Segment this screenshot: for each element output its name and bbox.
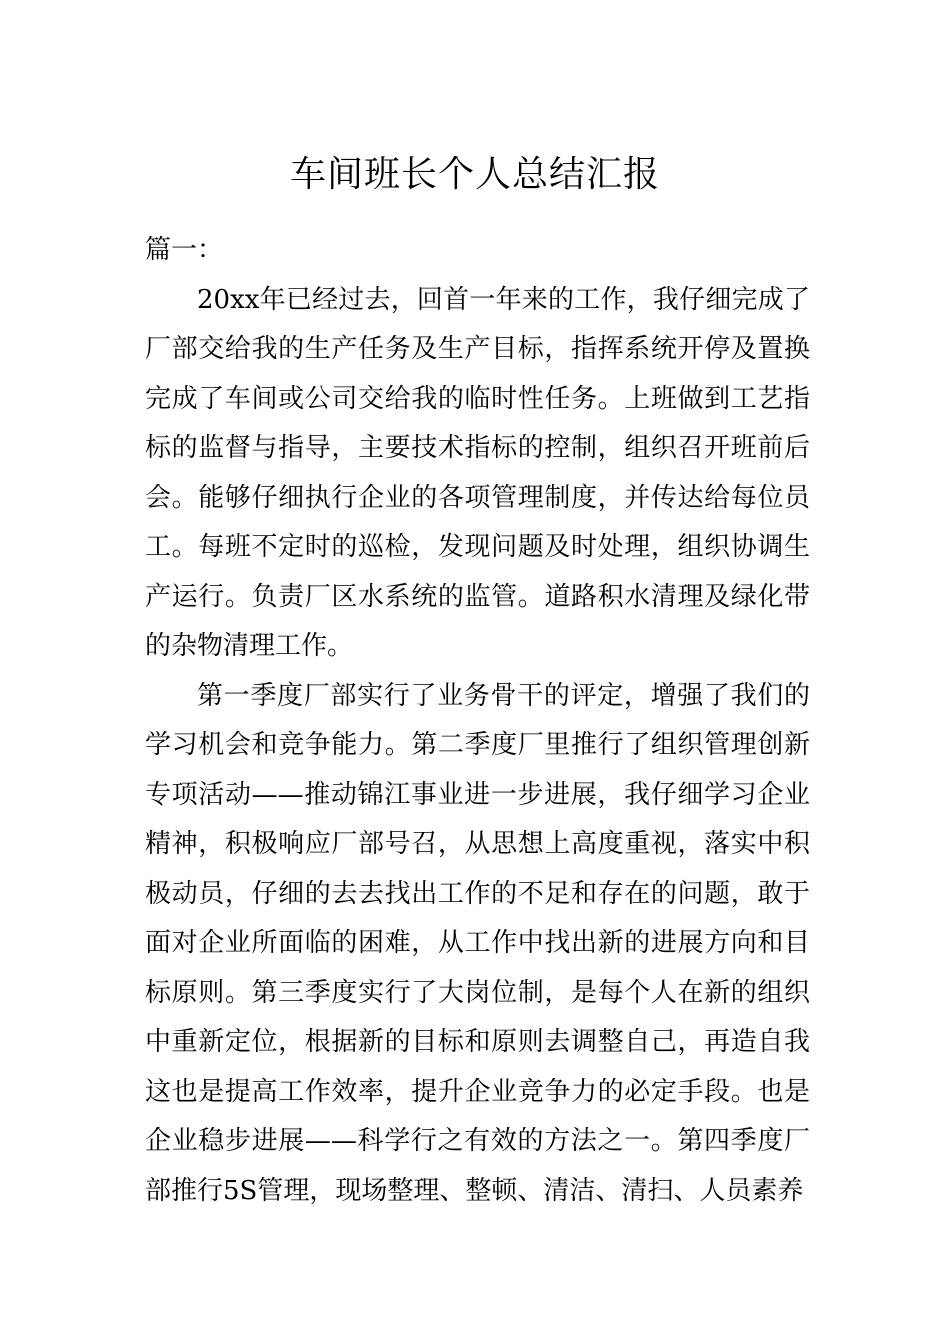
paragraph-2: 第一季度厂部实行了业务骨干的评定，增强了我们的学习机会和竞争能力。第二季度厂里推行了组织管理创新专项活动——推动锦江事业进一步进展，我仔细学习企业精神，积极响应厂部号召，从思想上高度重视，落实中积极动员，仔细的去去找出工作的不足和存在的问题，敢于面对企业所面临的困难，从工作中找出新的进展方向和目标原则。第三季度实行了大岗位制，是每个人在新的组织中重新定位，根据新的目标和原则去调整自己，再造自我这也是提高工作效率，提升企业竞争力的必定手段。也是企业稳步进展——科学行之有效的方法之一。第四季度厂部推行5S管理，现场整理、整顿、清洁、清扫、人员素养 [145,680,810,1206]
document-body [145,226,810,1216]
section-label: 篇一： [145,235,224,265]
document-title: 车间班长个人总结汇报 [289,154,660,196]
paragraph-1: 20xx年已经过去，回首一年来的工作，我仔细完成了厂部交给我的生产任务及生产目标，指挥系统开停及置换完成了车间或公司交给我的临时性任务。上班做到工艺指标的监督与指导，主要技术指标的控制，组织召开班前后会。能够仔细执行企业的各项管理制度，并传达给每位员工。每班不定时的巡检，发现问题及时处理，组织协调生产运行。负责厂区水系统的监管。道路积水清理及绿化带的杂物清理工作。 [145,284,810,661]
